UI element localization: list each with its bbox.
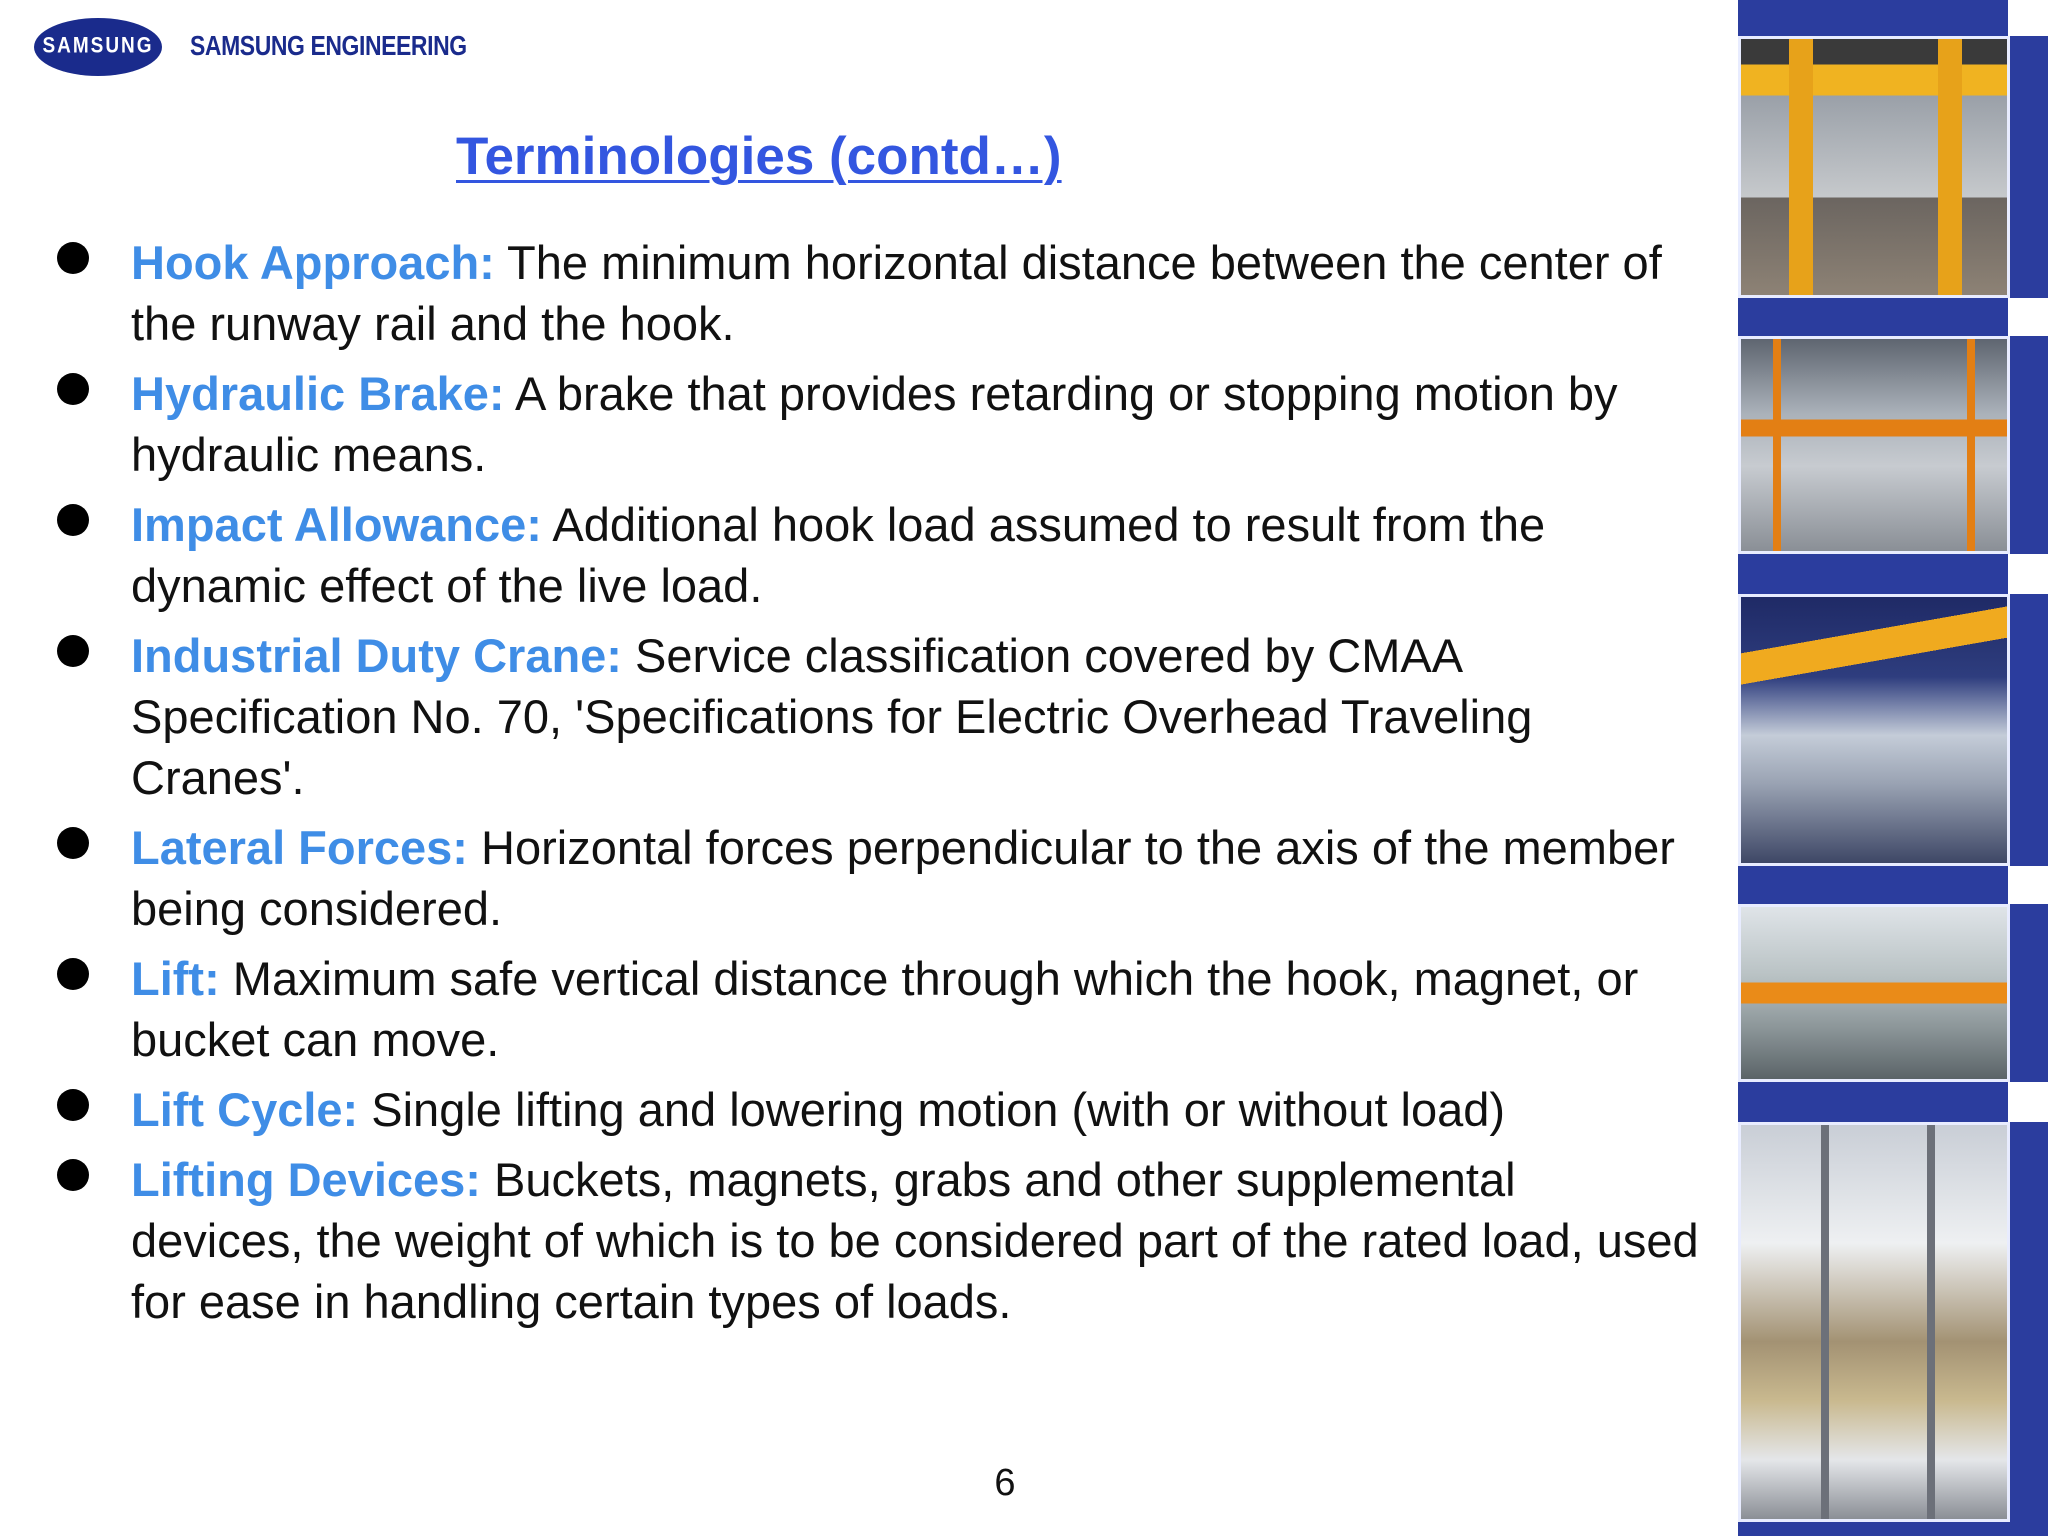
- list-item: [0, 1079, 1720, 1140]
- term-name: Hydraulic Brake:: [131, 367, 505, 420]
- bullet-icon: [57, 827, 89, 859]
- list-item: [0, 363, 1720, 485]
- term-name: Industrial Duty Crane:: [131, 629, 622, 682]
- photo-strip: [1738, 0, 2048, 1536]
- crane-photo-bridge: [1738, 904, 2010, 1082]
- term-definition: Single lifting and lowering motion (with or without load): [358, 1083, 1506, 1136]
- term-definition: Horizontal forces perpendicular to the axis of the member being considered.: [131, 821, 1675, 935]
- strip-notch: [2008, 298, 2048, 336]
- strip-notch: [2008, 554, 2048, 594]
- page-number: 6: [994, 1462, 1016, 1504]
- term-name: Hook Approach:: [131, 236, 495, 289]
- list-item: [0, 817, 1720, 939]
- term-definition: Buckets, magnets, grabs and other supplemental devices, the weight of which is to be considered part of the rated load, used for ease in handling certain types of loads.: [131, 1153, 1699, 1328]
- crane-photo-factory-hall: [1738, 336, 2010, 554]
- list-item: [0, 494, 1720, 616]
- crane-photo-assembly-line: [1738, 1122, 2010, 1522]
- company-name: SAMSUNG ENGINEERING: [190, 30, 467, 61]
- list-item: [0, 948, 1720, 1070]
- term-definition: Maximum safe vertical distance through which the hook, magnet, or bucket can move.: [131, 952, 1639, 1066]
- strip-notch: [2008, 1082, 2048, 1122]
- strip-notch: [2008, 866, 2048, 904]
- bullet-icon: [57, 242, 89, 274]
- term-name: Lift:: [131, 952, 220, 1005]
- page-title: Terminologies (contd…): [456, 127, 1062, 186]
- bullet-icon: [57, 958, 89, 990]
- term-definition: The minimum horizontal distance between the center of the runway rail and the hook.: [131, 236, 1662, 350]
- crane-photo-overhead: [1738, 594, 2010, 866]
- term-name: Lateral Forces:: [131, 821, 468, 874]
- bullet-icon: [57, 373, 89, 405]
- bullet-icon: [57, 1089, 89, 1121]
- term-name: Lift Cycle:: [131, 1083, 359, 1136]
- term-name: Impact Allowance:: [131, 498, 542, 551]
- term-definition: Additional hook load assumed to result from the dynamic effect of the live load.: [131, 498, 1546, 612]
- strip-notch: [2008, 0, 2048, 36]
- term-name: Lifting Devices:: [131, 1153, 481, 1206]
- list-item: [0, 1149, 1720, 1332]
- terminology-list: [0, 232, 1720, 1341]
- samsung-logo: [34, 18, 162, 76]
- list-item: [0, 232, 1720, 354]
- bullet-icon: [57, 504, 89, 536]
- term-definition: A brake that provides retarding or stopping motion by hydraulic means.: [131, 367, 1618, 481]
- crane-photo-gantry: [1738, 36, 2010, 298]
- list-item: [0, 625, 1720, 808]
- bullet-icon: [57, 635, 89, 667]
- term-definition: Service classification covered by CMAA Specification No. 70, 'Specifications for Electric Overhead Traveling Cranes'.: [131, 629, 1533, 804]
- logo-text: SAMSUNG: [42, 34, 154, 59]
- bullet-icon: [57, 1159, 89, 1191]
